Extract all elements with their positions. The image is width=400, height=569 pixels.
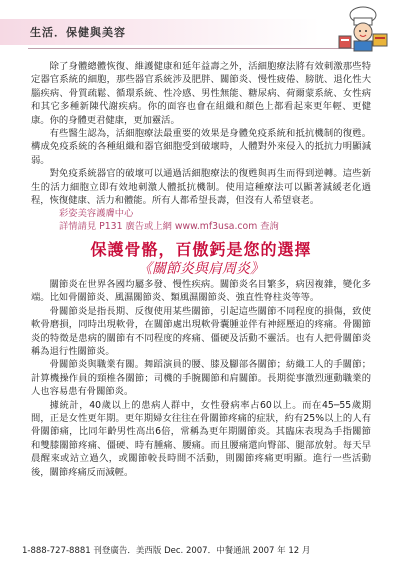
page-header (0, 0, 400, 60)
paragraph: 骨關節炎是指長期、反復使用某些關節，引起這些關節不同程度的損傷，致使軟骨磨損，同時出現軟骨，在關節處出現軟骨囊腫並伴有神經壓迫的疼痛。骨關節炎的特徵是患病的關節有不同程度的疼痛、僵硬及活動不靈活。也有人把骨關節炎稱為退行性關節炎。 (31, 305, 371, 358)
article-heading (31, 240, 371, 278)
chef-mascot-icon (333, 4, 391, 54)
paragraph: 據統計，40歲以上的患病人群中，女性發病率占60以上。而在45─55歲期間，正是女性更年期。更年期婦女往往在骨關節疼痛的症狀，約有25%以上的人有骨關節痛，比同年齡男性高出6倍，常稱為更年期關節炎。其臨床表現為手指關節和雙膝關節疼痛、僵硬、時有腫痛、腰痛。而且腰痛還向臀部、腿部放射。每天早晨醒來或站立過久，或關節較長時間不活動，則關節疼痛更明顯。進行一些活動後，關節疼痛反而減輕。 (31, 399, 371, 478)
article-subtitle: 《關節炎與肩周炎》 (138, 261, 264, 277)
section-title: 生活．保健與美容 (30, 26, 126, 39)
paragraph: 對免疫系統器官的破壞可以通過活細胞療法的復甦與再生而得到逆轉。這些新生的活力細胞立即有效地刺激人體抵抗機制。使用這種療法可以顯著減緩老化過程，恢復健康、活力和體能。所有人都希望長壽，但沒有人希望衰老。 (31, 168, 371, 207)
article-body (31, 278, 371, 479)
promo-name: 彩姿美容護膚中心 (59, 208, 134, 220)
paragraph: 關節炎在世界各國均屬多發、慢性疾病。關節炎名目繁多，病因複雜，變化多端。比如骨關節炎、風濕關節炎、類風濕關節炎、強直性脊柱炎等等。 (31, 279, 371, 304)
article-continuation (31, 60, 371, 233)
page-footer: 1-888-727-8881 刊登廣告．美西版 Dec. 2007．中餐通訊 2007 年 12 月 (22, 546, 311, 556)
article-title: 保護骨骼，百傲鈣是您的選擇 (90, 240, 312, 259)
paragraph: 有些醫生認為，活細胞療法最重要的效果是身體免疫系統和抵抗機制的復甦。構成免疫系統的各種組織和器官細胞受到破壞時，人體對外來侵入的抵抗力明顯減弱。 (31, 128, 371, 166)
paragraph: 骨關節炎與職業有關。舞蹈演員的腰、膝及腳部各關節；紡織工人的手關節；計算機操作員的頸椎各關節；司機的手腕關節和肩關節。長期從事激烈運動職業的人也容易患有骨關節炎。 (31, 359, 371, 398)
paragraph: 除了身體總體恢復、維護健康和延年益壽之外，活細胞療法將有效刺激那些特定器官系統的細胞，那些器官系統涉及肥胖、關節炎、慢性疲倦、膀胱、退化性大腦疾病、骨質疏鬆、循環系統、性冷感、男性無能、糖尿病、荷爾蒙系統、女性病和其它多種新陳代謝疾病。你的面容也會在組織和顏色上都看起來更年輕、更健康。你的身體更君健康，更加靈活。 (31, 61, 371, 126)
header-divider (28, 48, 372, 49)
promo-link[interactable]: 詳情請見 P131 廣告或上網 www.mf3usa.com 查詢 (59, 221, 279, 233)
